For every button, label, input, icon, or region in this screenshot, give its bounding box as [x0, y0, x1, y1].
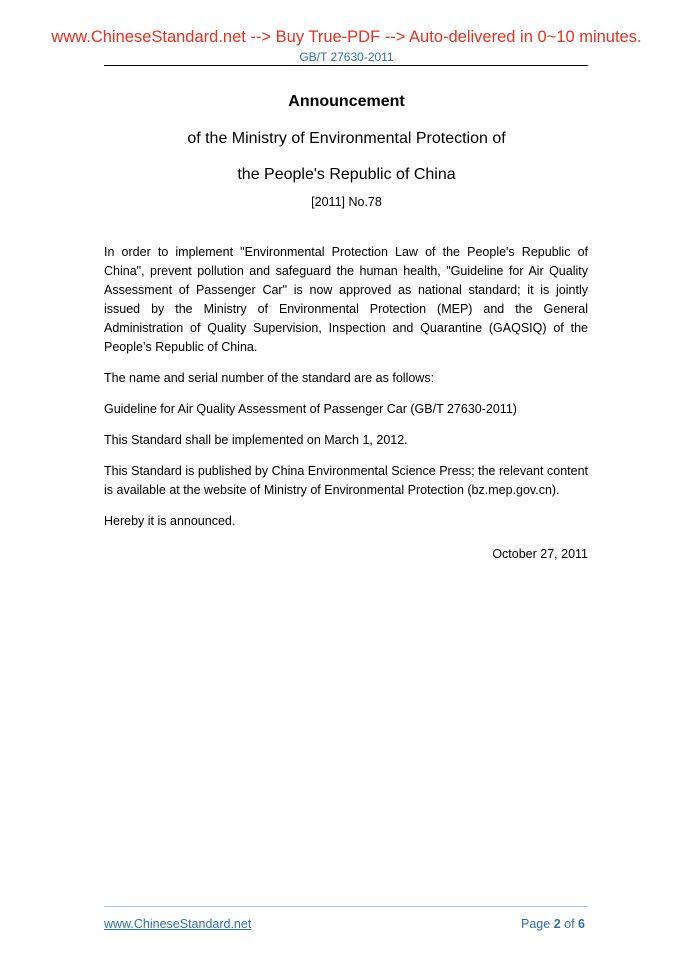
announcement-number: [2011] No.78	[311, 195, 382, 209]
body-paragraph-1: In order to implement "Environmental Protection Law of the People's Republic of China", prevent pollution and safeguard the human health, "Guideline for Air Quality Assessment of Passenger Car" is now approved as national standard; it is jointly issued by the Ministry of Environmental Protection (MEP) and the General Administration of Quality Supervision, Inspection and Quarantine (GAQSIQ) of the People’s Republic of China.	[104, 245, 588, 354]
announcement-subtitle-line1: of the Ministry of Environmental Protection of	[187, 130, 506, 147]
header-divider	[104, 65, 588, 66]
banner-link[interactable]: www.ChineseStandard.net --> Buy True-PDF --> Auto-delivered in 0~10 minutes.	[51, 28, 642, 46]
standard-code: GB/T 27630-2011	[299, 50, 394, 64]
announcement-date: October 27, 2011	[492, 547, 588, 561]
page-of: of	[564, 917, 575, 931]
body-paragraph-2: The name and serial number of the standard are as follows:	[104, 371, 435, 385]
page-indicator	[521, 917, 585, 931]
page-prefix: Page	[521, 917, 551, 931]
page-current: 2	[553, 917, 561, 931]
page-total: 6	[578, 917, 585, 931]
footer-divider	[104, 906, 588, 907]
body-paragraph-3: Guideline for Air Quality Assessment of Passenger Car (GB/T 27630-2011)	[104, 402, 517, 416]
body-paragraph-4: This Standard shall be implemented on March 1, 2012.	[104, 433, 408, 447]
body-paragraph-6: Hereby it is announced.	[104, 514, 236, 528]
announcement-body	[104, 243, 588, 576]
announcement-subtitle-line2: the People's Republic of China	[237, 166, 456, 183]
body-paragraph-5: This Standard is published by China Environmental Science Press; the relevant content is available at the website of Ministry of Environmental Protection (bz.mep.gov.cn).	[104, 464, 588, 497]
banner	[0, 28, 693, 47]
announcement-title: Announcement	[288, 93, 405, 110]
footer-website-link[interactable]: www.ChineseStandard.net	[104, 917, 252, 931]
